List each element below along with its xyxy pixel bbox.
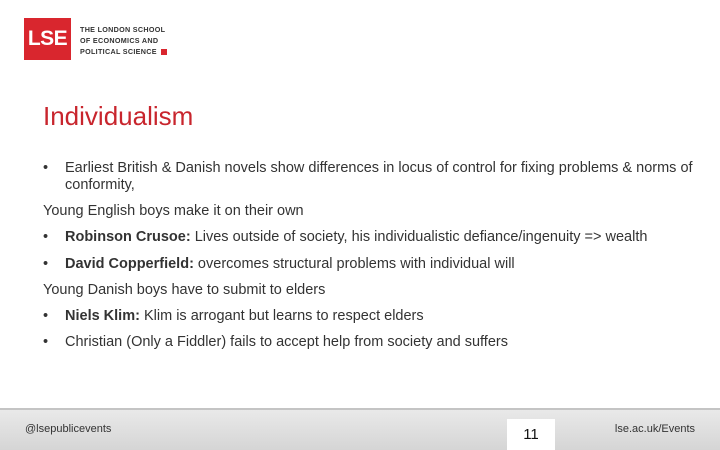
logo-line-last xyxy=(80,46,167,57)
bullet-item xyxy=(43,334,693,351)
bullet-item xyxy=(43,256,693,273)
logo-wordmark xyxy=(80,24,167,57)
bullet-item xyxy=(43,160,693,194)
bullet-bold: David Copperfield: xyxy=(65,256,194,272)
section-line: Young Danish boys have to submit to elders xyxy=(43,282,326,298)
bullet-text: Lives outside of society, his individualistic defiance/ingenuity => wealth xyxy=(190,229,648,245)
bullet-item xyxy=(43,308,693,325)
bullet-bold: Robinson Crusoe: xyxy=(65,229,191,245)
bullet-icon: • xyxy=(43,334,49,350)
slide-body xyxy=(43,160,693,351)
social-handle: @lsepublicevents xyxy=(25,423,112,435)
logo-mark: LSE xyxy=(24,18,71,60)
bullet-text: Earliest British & Danish novels show differences in locus of control for fixing problems & norms of conformity, xyxy=(65,160,693,193)
bullet-icon: • xyxy=(43,160,49,176)
events-url: lse.ac.uk/Events xyxy=(614,423,695,435)
section-line: Young English boys make it on their own xyxy=(43,203,304,219)
page-number: 11 xyxy=(507,419,555,450)
logo-square-icon xyxy=(161,49,167,55)
bullet-text: overcomes structural problems with individual will xyxy=(193,256,515,272)
logo-line-text: POLITICAL SCIENCE xyxy=(80,47,157,56)
slide-title: Individualism xyxy=(43,101,194,131)
bullet-item xyxy=(43,229,693,246)
bullet-text: Klim is arrogant but learns to respect elders xyxy=(139,308,424,324)
logo-line: THE LONDON SCHOOL xyxy=(80,25,166,34)
bullet-bold: Niels Klim: xyxy=(65,308,140,324)
bullet-icon: • xyxy=(43,308,49,324)
logo-line: OF ECONOMICS AND xyxy=(80,36,159,45)
bullet-icon: • xyxy=(43,229,49,245)
lse-logo xyxy=(24,18,167,60)
bullet-icon: • xyxy=(43,256,49,272)
footer-bar xyxy=(0,408,720,450)
bullet-text: Christian (Only a Fiddler) fails to accept help from society and suffers xyxy=(65,334,508,350)
